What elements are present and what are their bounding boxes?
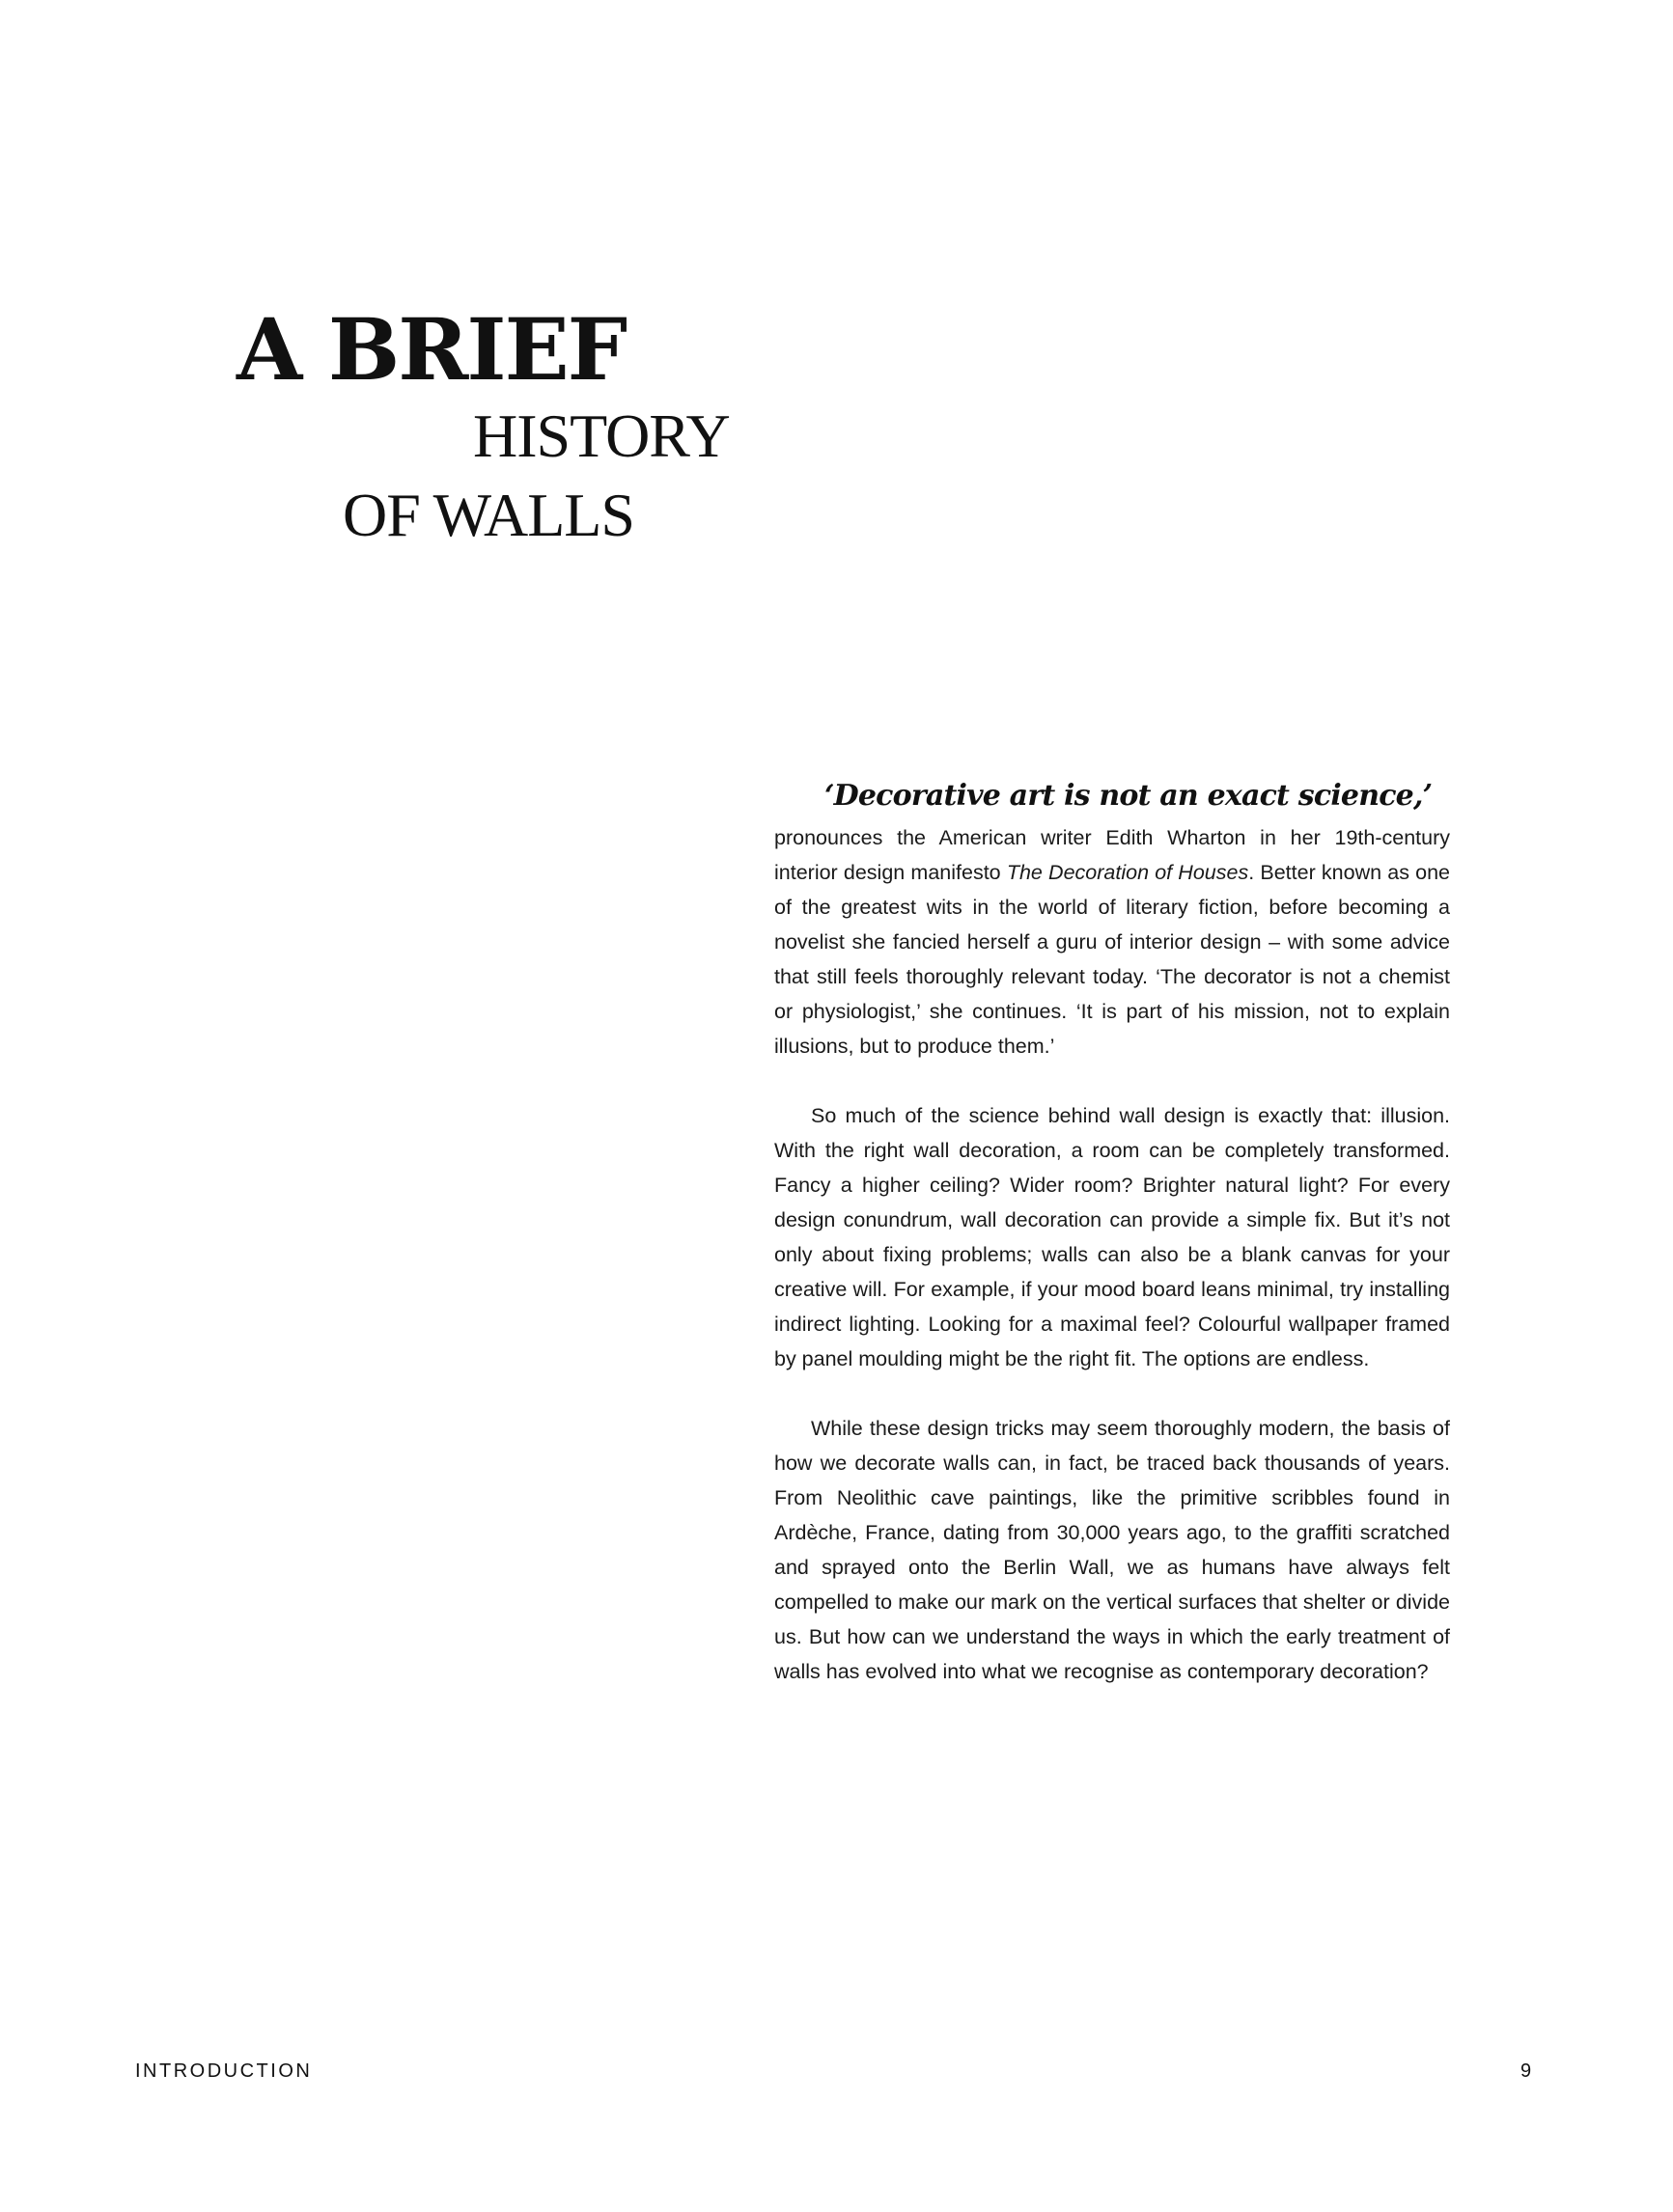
title-line-2: HISTORY: [473, 401, 730, 470]
paragraph-2: So much of the science behind wall design is exactly that: illusion. With the right wall decoration, a room can be completely transformed. Fancy a higher ceiling? Wider room? Brighter natural light? For every design conundrum, wall decoration can provide a simple fix. But it’s not only about fixing problems; walls can also be a blank canvas for your creative will. For example, if your mood board leans minimal, try installing indirect lighting. Looking for a maximal feel? Colourful wallpaper framed by panel moulding might be the right fit. The options are endless.: [774, 1104, 1450, 1370]
title-line-1: A BRIEF: [237, 299, 627, 400]
footer-section-label: INTRODUCTION: [135, 2060, 313, 2082]
paragraph-3: While these design tricks may seem thoroughly modern, the basis of how we decorate walls can, in fact, be traced back thousands of years. From Neolithic cave paintings, like the primitive scribbles found in Ardèche, France, dating from 30,000 years ago, to the graffiti scratched and sprayed onto the Berlin Wall, we as humans have always felt compelled to make our mark on the vertical surfaces that shelter or divide us. But how can we understand the ways in which the early treatment of walls has evolved into what we recognise as contemporary decoration?: [774, 1417, 1450, 1683]
book-title: The Decoration of Houses: [1006, 861, 1249, 884]
paragraph-1-text-a: pronounces the American writer Edith Wharton in her 19th-century interior design manifesto: [774, 826, 1450, 884]
title-line-3: OF WALLS: [343, 481, 634, 549]
body-column: [774, 772, 1450, 1724]
paragraph-1: [774, 820, 1450, 1064]
page-number: 9: [1520, 2060, 1532, 2082]
pull-quote: ‘Decorative art is not an exact science,’: [824, 779, 1433, 813]
paragraph-1-text-b: . Better known as one of the greatest wits in the world of literary fiction, before becoming a novelist she fancied herself a guru of interior design – with some advice that still feels thoroughly relevant today. ‘The decorator is not a chemist or physiologist,’ she continues. ‘It is part of his mission, not to explain illusions, but to produce them.’: [774, 861, 1450, 1058]
